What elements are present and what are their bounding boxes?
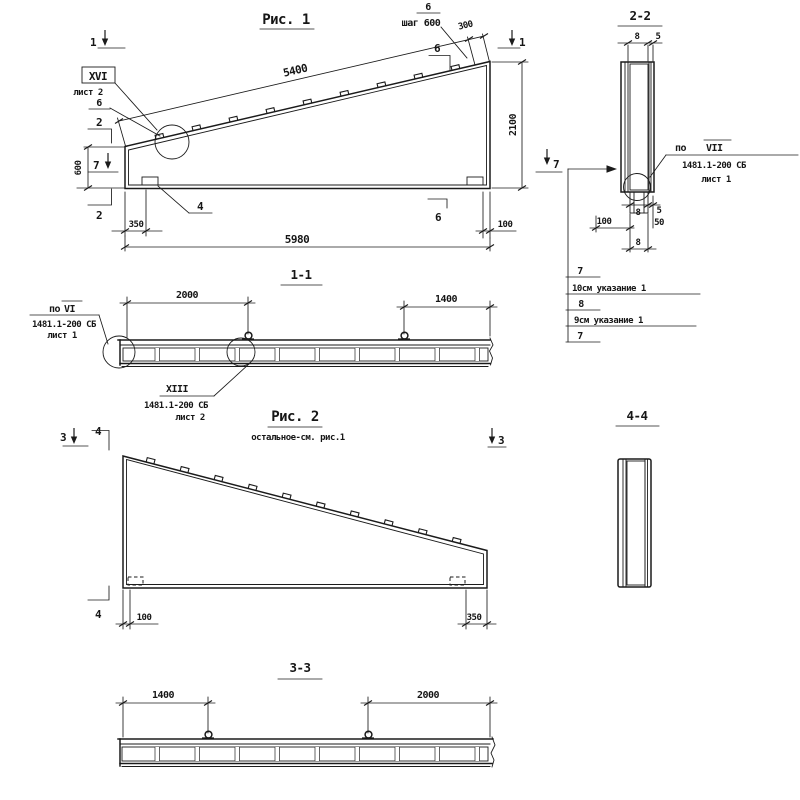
dim-1400 — [397, 294, 497, 336]
svg-text:1400: 1400 — [151, 690, 175, 701]
dim-100-right — [476, 192, 516, 238]
panel-cross-section-2-2 — [621, 62, 654, 213]
dim-2000 — [120, 290, 255, 338]
svg-text:8: 8 — [635, 208, 641, 218]
leader-arrow-icon — [607, 165, 618, 173]
break-line — [490, 338, 494, 365]
insulation-crosshatch — [627, 461, 645, 585]
svg-text:1400: 1400 — [434, 294, 458, 305]
cut-marker-1-left — [90, 30, 125, 49]
cut-marker-6-top — [429, 42, 450, 71]
callout-xvi — [73, 67, 160, 136]
svg-text:600: 600 — [74, 160, 84, 176]
section-4-4-title: 4-4 — [626, 408, 648, 423]
svg-text:100: 100 — [497, 220, 513, 230]
svg-text:8: 8 — [578, 299, 584, 310]
svg-text:XIII: XIII — [165, 384, 189, 395]
dim-5400-value: 5400 — [281, 61, 309, 80]
svg-text:1481.1-200 СБ: 1481.1-200 СБ — [144, 401, 208, 411]
fig1-title: Рис. 1 — [262, 12, 310, 28]
dim-2100 — [492, 60, 528, 191]
cut-marker-3-right — [488, 428, 506, 447]
panel-cross-section-4-4 — [618, 459, 651, 587]
svg-text:3: 3 — [497, 434, 505, 447]
callout-xvi-name: XVI — [88, 70, 108, 83]
svg-text:6: 6 — [434, 211, 442, 224]
svg-text:7: 7 — [577, 266, 583, 277]
cut-arrow-icon — [544, 149, 550, 165]
dim-2-2-top — [618, 32, 662, 61]
svg-text:по: по — [48, 304, 60, 315]
svg-text:2000: 2000 — [175, 290, 199, 301]
cut-marker-7-left — [88, 153, 118, 172]
svg-text:1481.1-200 СБ: 1481.1-200 СБ — [682, 161, 746, 171]
panel-section-3-3 — [118, 731, 495, 767]
svg-text:3: 3 — [59, 431, 67, 444]
dim-300-value: 300 — [457, 19, 474, 33]
panel-outline-inner — [127, 460, 484, 585]
svg-text:100: 100 — [136, 613, 152, 623]
svg-text:2100: 2100 — [508, 113, 519, 137]
figure-2 — [60, 409, 506, 629]
callout-vi — [30, 301, 108, 344]
svg-text:1: 1 — [89, 36, 97, 49]
callout-xvi-sheet: лист 2 — [73, 88, 103, 98]
break-line — [491, 737, 495, 767]
cut-marker-2-top — [88, 116, 112, 143]
svg-text:4: 4 — [94, 425, 102, 438]
dim-350 — [112, 190, 162, 236]
dim-fig2-350 — [458, 590, 496, 629]
figure-1 — [73, 2, 562, 251]
svg-text:7: 7 — [92, 159, 100, 172]
svg-text:2: 2 — [95, 116, 103, 129]
svg-text:по: по — [674, 143, 686, 154]
dim-fig2-100 — [116, 590, 158, 629]
section-3-3-title: 3-3 — [289, 660, 311, 675]
svg-text:10см указание 1: 10см указание 1 — [572, 284, 646, 294]
fig2-subtitle: остальное-см. рис.1 — [251, 433, 345, 443]
svg-text:100: 100 — [596, 217, 612, 227]
cut-arrow-icon — [102, 30, 108, 46]
panel-outline-inner — [129, 66, 487, 186]
svg-text:лист 2: лист 2 — [175, 413, 205, 423]
svg-text:7: 7 — [552, 158, 560, 171]
hook-item-label: 6 — [425, 2, 431, 13]
svg-text:5: 5 — [655, 32, 661, 42]
svg-text:7: 7 — [577, 331, 583, 342]
cut-arrow-icon — [71, 428, 77, 444]
svg-text:9см указание 1: 9см указание 1 — [574, 316, 643, 326]
cut-arrow-icon — [509, 30, 515, 46]
section-1-1-title: 1-1 — [290, 267, 312, 282]
svg-text:6: 6 — [433, 42, 441, 55]
embedded-plate-left — [128, 577, 143, 585]
svg-text:350: 350 — [466, 613, 482, 623]
cut-marker-2-bottom — [88, 189, 112, 222]
section-4-4 — [616, 408, 659, 587]
hook-pitch-text: шаг 600 — [401, 18, 441, 29]
svg-text:2000: 2000 — [416, 690, 440, 701]
dim-2-2-bottom — [590, 196, 664, 252]
svg-text:4: 4 — [94, 608, 102, 621]
fig2-title: Рис. 2 — [271, 409, 319, 425]
svg-text:8: 8 — [634, 32, 640, 42]
svg-text:50: 50 — [654, 218, 664, 228]
cut-marker-4-top — [92, 425, 109, 450]
embedded-plate-right — [450, 577, 465, 585]
svg-text:350: 350 — [128, 220, 144, 230]
svg-text:лист 1: лист 1 — [701, 175, 731, 185]
embedded-plate-left — [142, 177, 158, 185]
cut-marker-6-bottom — [428, 199, 447, 224]
section-1-1 — [30, 267, 497, 423]
svg-text:1481.1-200 СБ: 1481.1-200 СБ — [32, 320, 96, 330]
cut-marker-3-left — [60, 428, 88, 446]
panel-section-1-1 — [103, 332, 493, 368]
hook-item-label-left: 6 — [96, 98, 102, 109]
detail-circle-xvi — [155, 125, 189, 159]
callout-vii — [650, 140, 798, 185]
dim-5400 — [115, 19, 490, 146]
dim-3-3-2000 — [361, 690, 497, 737]
section-2-2 — [566, 8, 798, 342]
section-2-2-title: 2-2 — [629, 8, 651, 23]
cut-marker-4-bottom — [88, 586, 109, 621]
svg-text:8: 8 — [635, 238, 641, 248]
svg-text:5980: 5980 — [284, 233, 310, 246]
insulation-crosshatch — [630, 64, 648, 190]
svg-text:VII: VII — [706, 143, 723, 154]
svg-text:5: 5 — [656, 206, 662, 216]
panel-outline — [123, 456, 487, 588]
dim-3-3-1400 — [116, 690, 215, 737]
embedded-plate-right — [467, 177, 483, 185]
plate-item-label: 4 — [196, 200, 204, 213]
svg-text:VI: VI — [64, 304, 76, 315]
cut-arrow-icon — [105, 153, 111, 169]
panel-outline — [125, 62, 490, 189]
cut-marker-1-right — [498, 30, 526, 49]
callout-xiii — [144, 364, 249, 423]
section-3-3 — [116, 660, 497, 767]
svg-text:лист 1: лист 1 — [47, 331, 77, 341]
cut-marker-7-right — [536, 149, 562, 172]
dim-5980 — [121, 233, 494, 251]
cut-arrow-icon — [489, 428, 495, 444]
svg-text:2: 2 — [95, 209, 103, 222]
svg-text:1: 1 — [518, 36, 526, 49]
